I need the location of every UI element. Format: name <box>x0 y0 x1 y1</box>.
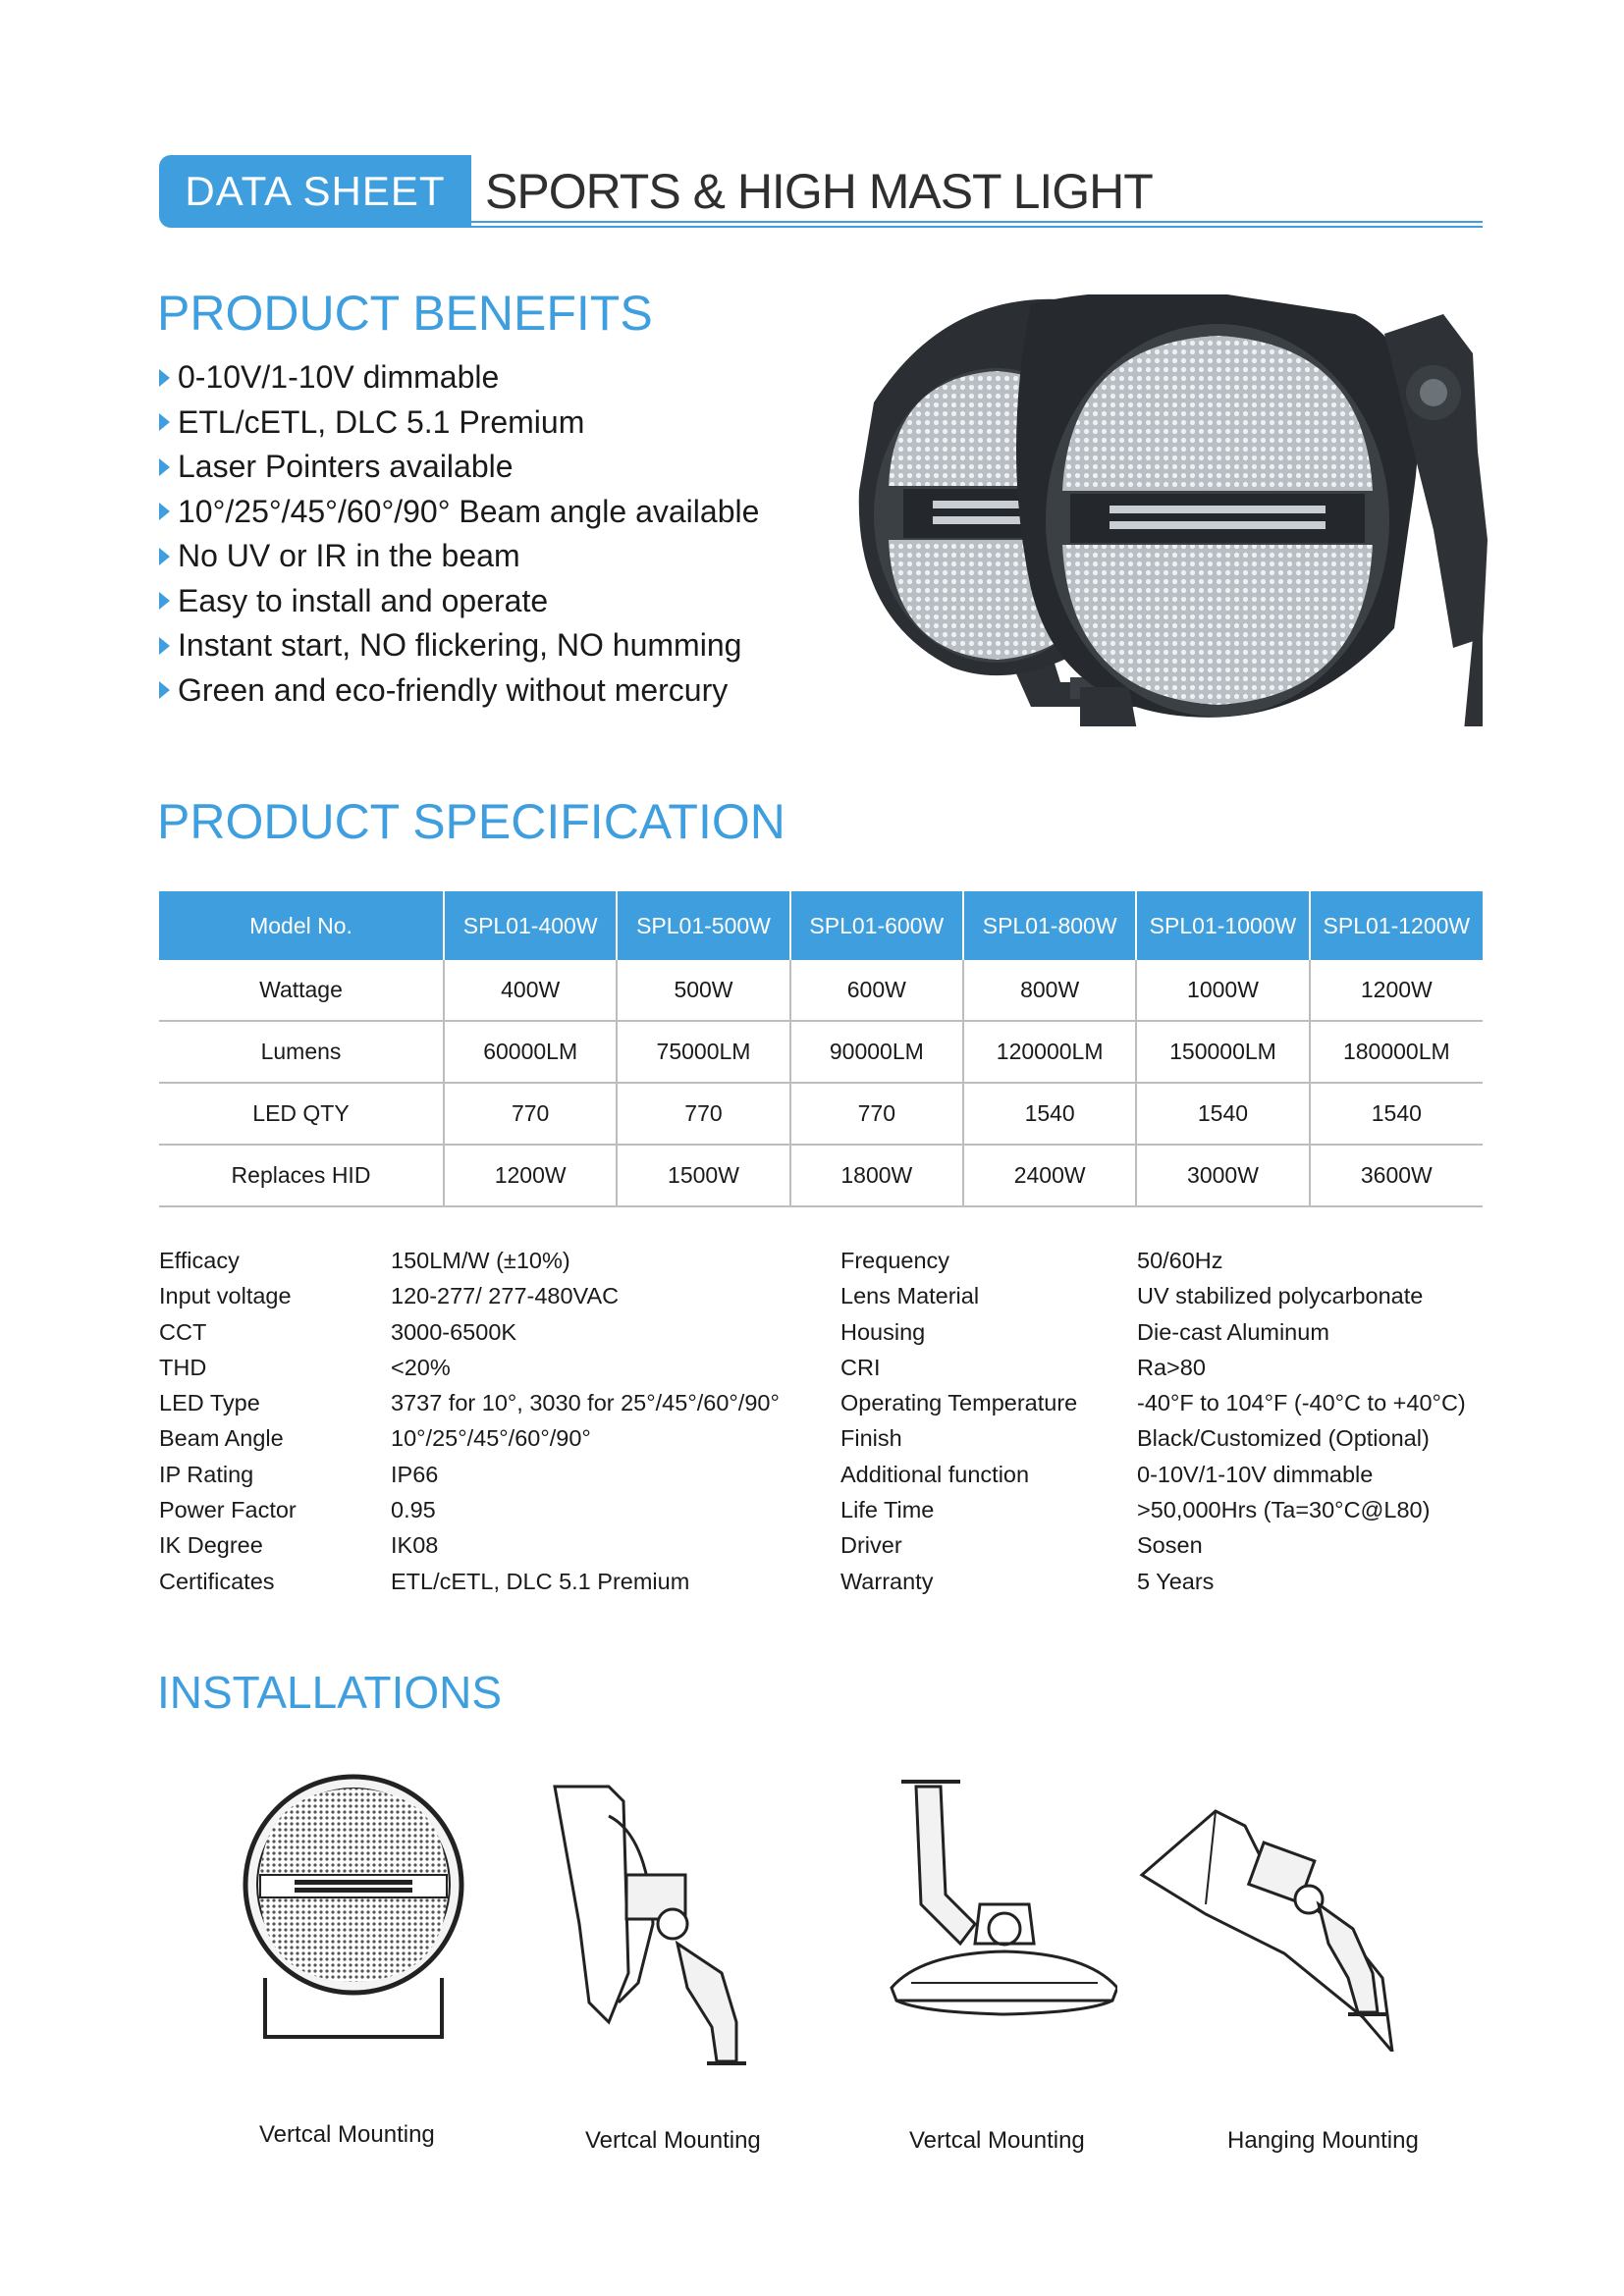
param-value: IP66 <box>391 1461 439 1487</box>
table-cell: 150000LM <box>1136 1021 1309 1083</box>
param-key: Frequency <box>840 1248 950 1273</box>
benefit-item: 10°/25°/45°/60°/90° Beam angle available <box>159 490 759 535</box>
param-value: 3000-6500K <box>391 1318 517 1345</box>
param-key: Beam Angle <box>159 1425 284 1452</box>
param-value: UV stabilized polycarbonate <box>1137 1283 1424 1309</box>
param-key: IP Rating <box>159 1461 254 1487</box>
table-cell: 2400W <box>963 1145 1136 1206</box>
table-cell: 1200W <box>1310 960 1483 1021</box>
param-value: ETL/cETL, DLC 5.1 Premium <box>391 1568 690 1594</box>
row-label: Lumens <box>159 1021 444 1083</box>
specification-table <box>159 891 1483 1207</box>
data-sheet-badge: DATA SHEET <box>159 155 471 228</box>
param-value: Sosen <box>1137 1532 1203 1559</box>
table-cell: 1200W <box>444 1145 617 1206</box>
table-row <box>159 1083 1483 1145</box>
param-value: -40°F to 104°F (-40°C to +40°C) <box>1137 1390 1466 1416</box>
param-row <box>840 1385 1466 1420</box>
parameters-left <box>159 1243 780 1599</box>
bullet-triangle-icon <box>159 369 170 387</box>
param-row <box>159 1564 780 1599</box>
param-key: Housing <box>840 1318 926 1345</box>
param-key: Finish <box>840 1425 902 1452</box>
table-cell: 1540 <box>963 1083 1136 1145</box>
table-cell: 90000LM <box>790 1021 963 1083</box>
param-value: Black/Customized (Optional) <box>1137 1425 1430 1452</box>
table-cell: 60000LM <box>444 1021 617 1083</box>
table-cell: 1540 <box>1310 1083 1483 1145</box>
param-row <box>840 1492 1466 1527</box>
specification-title: PRODUCT SPECIFICATION <box>157 794 785 849</box>
bullet-triangle-icon <box>159 548 170 565</box>
table-cell: 770 <box>444 1083 617 1145</box>
table-cell: 1500W <box>617 1145 789 1206</box>
benefit-item: ETL/cETL, DLC 5.1 Premium <box>159 400 759 446</box>
table-row <box>159 1145 1483 1206</box>
bullet-triangle-icon <box>159 637 170 655</box>
param-key: Efficacy <box>159 1248 240 1273</box>
param-key: Warranty <box>840 1568 934 1594</box>
param-value: 5 Years <box>1137 1568 1215 1594</box>
table-cell: 770 <box>790 1083 963 1145</box>
param-value: <20% <box>391 1354 451 1380</box>
param-row <box>840 1350 1466 1385</box>
table-cell: 1000W <box>1136 960 1309 1021</box>
benefit-item: Green and eco-friendly without mercury <box>159 668 759 714</box>
bullet-triangle-icon <box>159 413 170 431</box>
param-row <box>159 1243 780 1278</box>
param-row <box>159 1492 780 1527</box>
table-cell: 770 <box>617 1083 789 1145</box>
row-label: Replaces HID <box>159 1145 444 1206</box>
table-cell: 3000W <box>1136 1145 1309 1206</box>
param-row <box>840 1457 1466 1492</box>
column-header: Model No. <box>159 891 444 960</box>
column-header: SPL01-500W <box>617 891 789 960</box>
param-value: >50,000Hrs (Ta=30°C@L80) <box>1137 1497 1431 1523</box>
installation-drawing-front <box>236 1762 471 2047</box>
large-fixture <box>1016 294 1488 726</box>
column-header: SPL01-1000W <box>1136 891 1309 960</box>
param-row <box>159 1278 780 1313</box>
product-image <box>835 294 1488 726</box>
benefit-item: 0-10V/1-10V dimmable <box>159 355 759 400</box>
table-cell: 75000LM <box>617 1021 789 1083</box>
benefit-item: Easy to install and operate <box>159 579 759 624</box>
installation-drawing-hanging <box>1137 1806 1402 2052</box>
param-row <box>840 1527 1466 1563</box>
table-cell: 120000LM <box>963 1021 1136 1083</box>
bullet-triangle-icon <box>159 681 170 699</box>
param-key: Life Time <box>840 1497 935 1523</box>
param-row <box>840 1420 1466 1456</box>
param-key: Operating Temperature <box>840 1390 1078 1416</box>
param-key: LED Type <box>159 1390 260 1416</box>
bullet-triangle-icon <box>159 503 170 520</box>
param-row <box>159 1420 780 1456</box>
table-cell: 1800W <box>790 1145 963 1206</box>
benefit-item: Instant start, NO flickering, NO humming <box>159 623 759 668</box>
param-row <box>159 1314 780 1350</box>
benefit-item: No UV or IR in the beam <box>159 534 759 579</box>
table-cell: 3600W <box>1310 1145 1483 1206</box>
header-rule <box>469 226 1483 228</box>
benefit-item: Laser Pointers available <box>159 445 759 490</box>
param-key: IK Degree <box>159 1532 263 1559</box>
param-key: Lens Material <box>840 1283 980 1309</box>
param-key: Additional function <box>840 1461 1030 1487</box>
row-label: Wattage <box>159 960 444 1021</box>
installation-caption: Hanging Mounting <box>1227 2127 1419 2154</box>
table-row <box>159 1021 1483 1083</box>
param-key: Driver <box>840 1532 902 1559</box>
param-value: IK08 <box>391 1532 439 1559</box>
param-value: 3737 for 10°, 3030 for 25°/45°/60°/90° <box>391 1390 780 1416</box>
installation-caption: Vertcal Mounting <box>909 2127 1085 2154</box>
param-value: 0-10V/1-10V dimmable <box>1137 1461 1374 1487</box>
param-key: Power Factor <box>159 1497 297 1523</box>
param-value: Ra>80 <box>1137 1354 1206 1380</box>
column-header: SPL01-800W <box>963 891 1136 960</box>
table-header-row <box>159 891 1483 960</box>
param-key: Input voltage <box>159 1283 292 1309</box>
param-key: CCT <box>159 1318 207 1345</box>
bullet-triangle-icon <box>159 592 170 610</box>
param-value: 10°/25°/45°/60°/90° <box>391 1425 591 1452</box>
param-value: 120-277/ 277-480VAC <box>391 1283 620 1309</box>
param-row <box>840 1564 1466 1599</box>
param-value: 150LM/W (±10%) <box>391 1248 570 1273</box>
param-key: THD <box>159 1354 207 1380</box>
table-row <box>159 960 1483 1021</box>
table-cell: 1540 <box>1136 1083 1309 1145</box>
param-row <box>840 1314 1466 1350</box>
table-cell: 400W <box>444 960 617 1021</box>
param-row <box>159 1385 780 1420</box>
installation-drawing-pole <box>882 1777 1117 2042</box>
table-cell: 500W <box>617 960 789 1021</box>
installation-caption: Vertcal Mounting <box>259 2121 435 2148</box>
column-header: SPL01-400W <box>444 891 617 960</box>
param-key: Certificates <box>159 1568 275 1594</box>
param-value: Die-cast Aluminum <box>1137 1318 1329 1345</box>
row-label: LED QTY <box>159 1083 444 1145</box>
installations-title: INSTALLATIONS <box>157 1667 503 1718</box>
bullet-triangle-icon <box>159 458 170 476</box>
benefits-title: PRODUCT BENEFITS <box>157 286 653 341</box>
param-row <box>159 1457 780 1492</box>
parameters-right <box>840 1243 1466 1599</box>
param-row <box>159 1527 780 1563</box>
document-title: SPORTS & HIGH MAST LIGHT <box>485 164 1153 219</box>
benefits-list <box>159 355 759 713</box>
param-value: 0.95 <box>391 1497 436 1523</box>
table-cell: 800W <box>963 960 1136 1021</box>
param-key: CRI <box>840 1354 881 1380</box>
param-row <box>159 1350 780 1385</box>
table-cell: 600W <box>790 960 963 1021</box>
table-cell: 180000LM <box>1310 1021 1483 1083</box>
installation-drawing-side-1 <box>550 1777 776 2071</box>
header-rule <box>469 221 1483 223</box>
param-row <box>840 1278 1466 1313</box>
param-value: 50/60Hz <box>1137 1248 1223 1273</box>
param-row <box>840 1243 1466 1278</box>
column-header: SPL01-600W <box>790 891 963 960</box>
column-header: SPL01-1200W <box>1310 891 1483 960</box>
installation-caption: Vertcal Mounting <box>585 2127 761 2154</box>
